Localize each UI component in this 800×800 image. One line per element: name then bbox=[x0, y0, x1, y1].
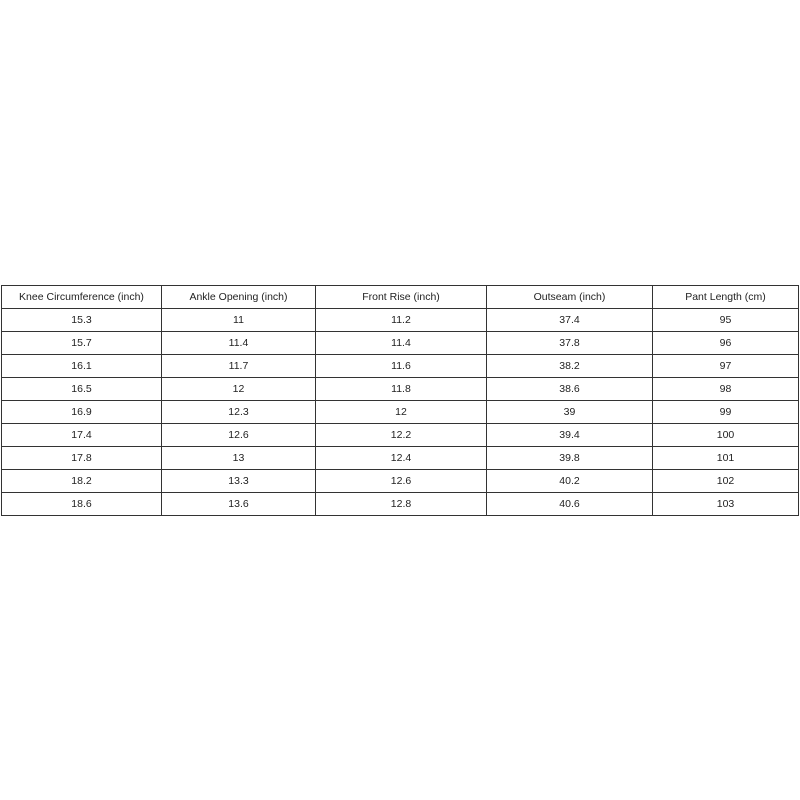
knee-circumference-cell: 18.6 bbox=[2, 493, 162, 516]
knee-circumference-cell: 17.8 bbox=[2, 447, 162, 470]
outseam-cell: 38.6 bbox=[487, 378, 653, 401]
outseam-cell: 37.8 bbox=[487, 332, 653, 355]
outseam-cell: 39.8 bbox=[487, 447, 653, 470]
table-row bbox=[2, 424, 799, 447]
table-row bbox=[2, 332, 799, 355]
header-outseam: Outseam (inch) bbox=[487, 286, 653, 309]
front-rise-cell: 12.2 bbox=[316, 424, 487, 447]
table-row bbox=[2, 447, 799, 470]
ankle-opening-cell: 11 bbox=[162, 309, 316, 332]
knee-circumference-cell: 15.3 bbox=[2, 309, 162, 332]
outseam-cell: 40.2 bbox=[487, 470, 653, 493]
pant-length-cell: 97 bbox=[653, 355, 799, 378]
front-rise-cell: 11.6 bbox=[316, 355, 487, 378]
pant-length-cell: 102 bbox=[653, 470, 799, 493]
front-rise-cell: 12.6 bbox=[316, 470, 487, 493]
front-rise-cell: 11.2 bbox=[316, 309, 487, 332]
pant-length-cell: 100 bbox=[653, 424, 799, 447]
ankle-opening-cell: 12.6 bbox=[162, 424, 316, 447]
table-row bbox=[2, 401, 799, 424]
ankle-opening-cell: 13 bbox=[162, 447, 316, 470]
front-rise-cell: 12.4 bbox=[316, 447, 487, 470]
knee-circumference-cell: 16.9 bbox=[2, 401, 162, 424]
front-rise-cell: 12 bbox=[316, 401, 487, 424]
pant-length-cell: 96 bbox=[653, 332, 799, 355]
header-ankle-opening: Ankle Opening (inch) bbox=[162, 286, 316, 309]
outseam-cell: 40.6 bbox=[487, 493, 653, 516]
table-header bbox=[2, 286, 799, 309]
outseam-cell: 37.4 bbox=[487, 309, 653, 332]
table-body bbox=[2, 309, 799, 516]
pant-length-cell: 95 bbox=[653, 309, 799, 332]
header-pant-length: Pant Length (cm) bbox=[653, 286, 799, 309]
pant-length-cell: 99 bbox=[653, 401, 799, 424]
outseam-cell: 39.4 bbox=[487, 424, 653, 447]
table-row bbox=[2, 355, 799, 378]
table-row bbox=[2, 470, 799, 493]
size-chart-table bbox=[1, 285, 799, 516]
header-front-rise: Front Rise (inch) bbox=[316, 286, 487, 309]
table-row bbox=[2, 378, 799, 401]
front-rise-cell: 11.4 bbox=[316, 332, 487, 355]
table-row bbox=[2, 493, 799, 516]
ankle-opening-cell: 11.7 bbox=[162, 355, 316, 378]
ankle-opening-cell: 13.6 bbox=[162, 493, 316, 516]
table-row bbox=[2, 309, 799, 332]
header-row bbox=[2, 286, 799, 309]
pant-length-cell: 103 bbox=[653, 493, 799, 516]
pant-length-cell: 101 bbox=[653, 447, 799, 470]
ankle-opening-cell: 11.4 bbox=[162, 332, 316, 355]
knee-circumference-cell: 16.5 bbox=[2, 378, 162, 401]
outseam-cell: 39 bbox=[487, 401, 653, 424]
knee-circumference-cell: 17.4 bbox=[2, 424, 162, 447]
front-rise-cell: 11.8 bbox=[316, 378, 487, 401]
knee-circumference-cell: 18.2 bbox=[2, 470, 162, 493]
knee-circumference-cell: 16.1 bbox=[2, 355, 162, 378]
ankle-opening-cell: 13.3 bbox=[162, 470, 316, 493]
front-rise-cell: 12.8 bbox=[316, 493, 487, 516]
pant-length-cell: 98 bbox=[653, 378, 799, 401]
outseam-cell: 38.2 bbox=[487, 355, 653, 378]
header-knee-circumference: Knee Circumference (inch) bbox=[2, 286, 162, 309]
ankle-opening-cell: 12.3 bbox=[162, 401, 316, 424]
knee-circumference-cell: 15.7 bbox=[2, 332, 162, 355]
ankle-opening-cell: 12 bbox=[162, 378, 316, 401]
